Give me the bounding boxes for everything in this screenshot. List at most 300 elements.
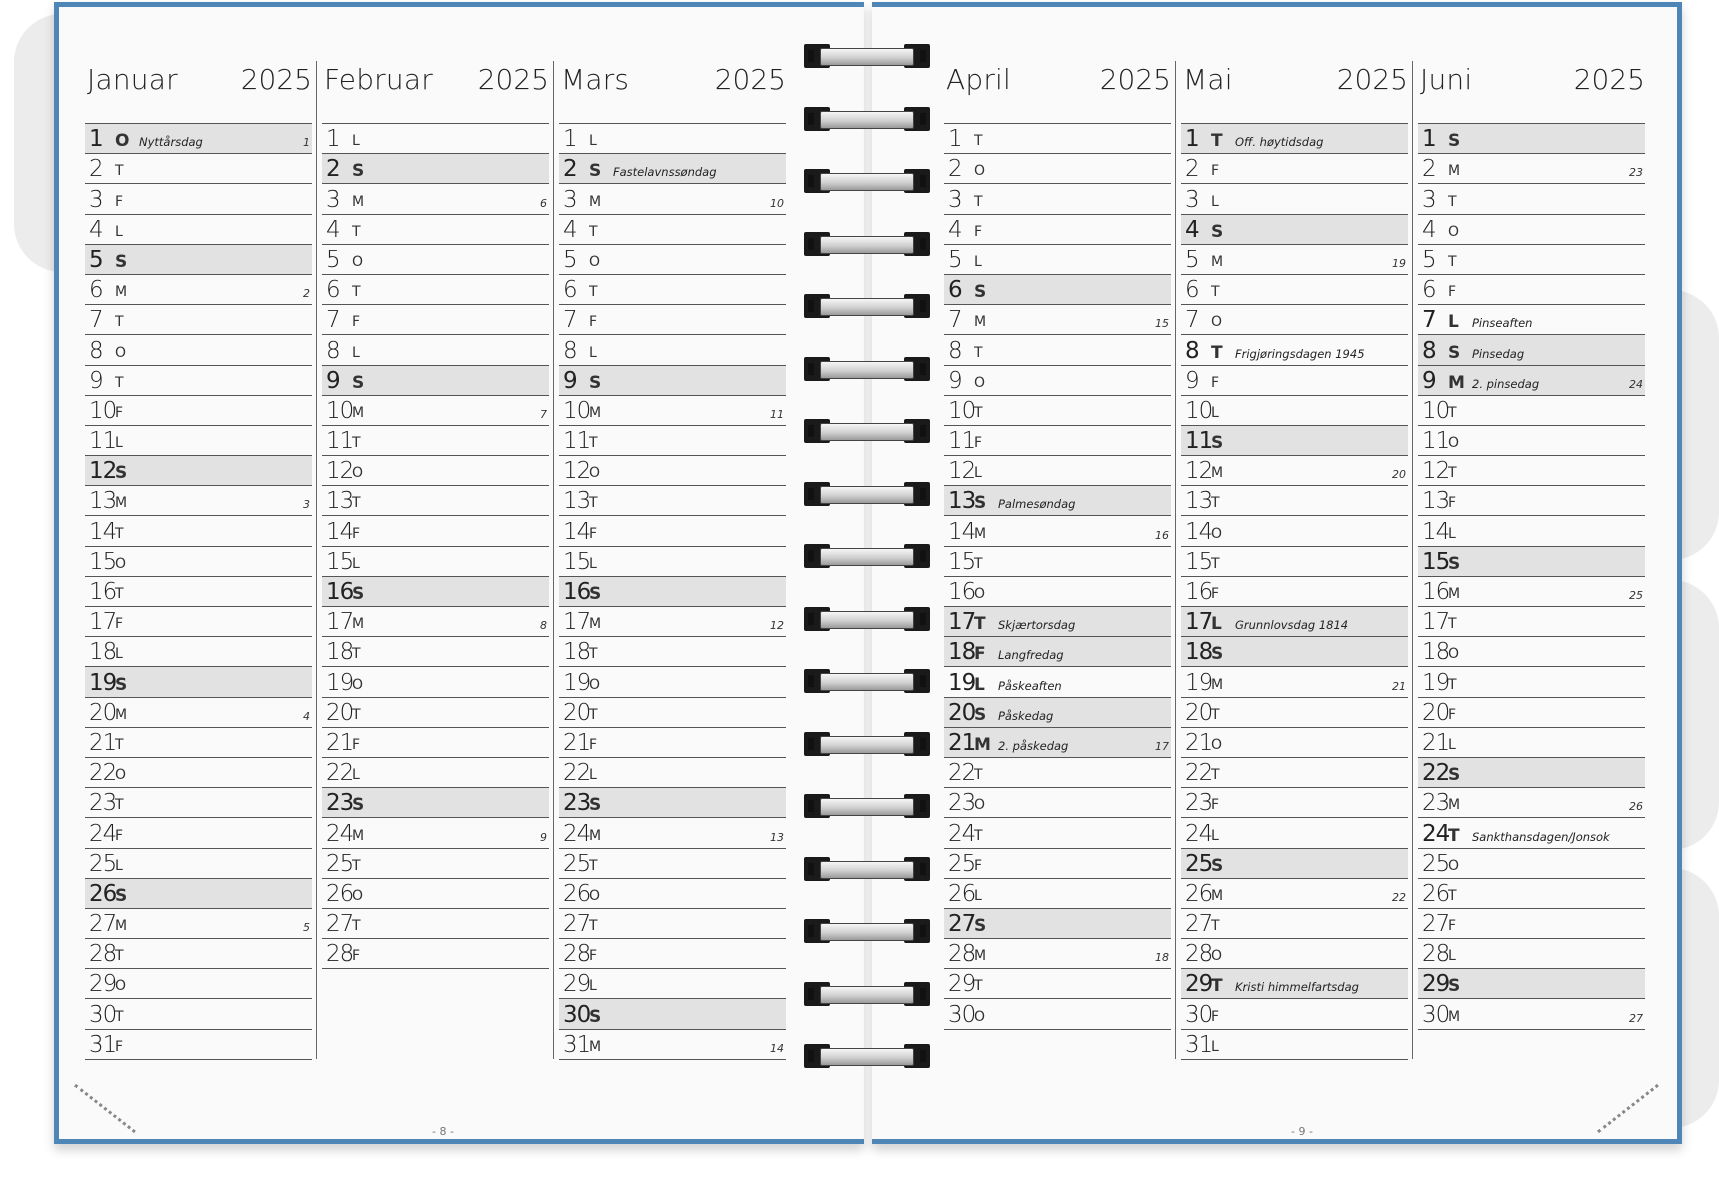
day-row[interactable] [944,909,1171,939]
day-row[interactable] [1418,486,1645,516]
day-row[interactable] [1181,366,1408,396]
day-row[interactable] [85,879,312,909]
day-row[interactable] [1181,426,1408,456]
weekday-letter: O [589,465,601,482]
day-row[interactable] [1418,547,1645,577]
day-row[interactable] [559,637,786,667]
corner-stitch-left [74,1084,136,1133]
day-number: 8 [89,337,103,364]
day-row[interactable] [1418,305,1645,335]
holiday-label: Påskeaften [998,678,1062,693]
weekday-letter: L [352,133,360,150]
weekday-letter: L [1211,827,1219,844]
column-divider [1175,61,1176,1059]
day-row[interactable] [1418,245,1645,275]
day-row[interactable] [1418,788,1645,818]
day-row[interactable] [85,486,312,516]
weekday-letter: M [974,948,987,965]
day-number: 30 [1422,1001,1450,1028]
day-row[interactable] [944,215,1171,245]
weekday-letter: F [1448,495,1457,512]
day-number: 1 [948,126,962,153]
day-number: 7 [563,307,577,334]
day-row[interactable] [559,275,786,305]
day-row[interactable] [1418,335,1645,365]
weekday-letter: S [115,674,128,695]
day-row[interactable] [559,698,786,728]
day-number: 19 [1185,669,1213,696]
day-number: 23 [1185,790,1213,817]
day-row[interactable] [1181,124,1408,154]
day-row[interactable] [1181,547,1408,577]
day-row[interactable] [85,818,312,848]
day-row[interactable] [322,335,549,365]
day-row[interactable] [559,849,786,879]
month-column-april [944,61,1171,1030]
day-row[interactable] [1418,516,1645,546]
day-row[interactable] [559,818,786,848]
day-row[interactable] [322,607,549,637]
binding-ring [804,605,930,633]
day-row[interactable] [85,335,312,365]
day-row[interactable] [1418,667,1645,697]
day-row[interactable] [944,637,1171,667]
day-row[interactable] [322,124,549,154]
weekday-letter: M [352,404,365,421]
weekday-letter: T [1448,253,1457,270]
day-number: 12 [1422,458,1450,485]
day-row[interactable] [1181,607,1408,637]
weekday-letter: T [1211,555,1220,572]
day-row[interactable] [1418,879,1645,909]
day-row[interactable] [85,396,312,426]
day-row[interactable] [944,547,1171,577]
week-number: 13 [770,830,784,844]
weekday-letter: L [589,133,597,150]
day-row[interactable] [85,758,312,788]
day-row[interactable] [1418,215,1645,245]
day-row[interactable] [944,184,1171,214]
day-row[interactable] [944,999,1171,1029]
day-number: 10 [1422,397,1450,424]
day-row[interactable] [85,154,312,184]
day-row[interactable] [1418,939,1645,969]
day-row[interactable] [322,698,549,728]
week-number: 9 [540,830,547,844]
holiday-label: Kristi himmelfartsdag [1235,980,1359,995]
day-row[interactable] [322,245,549,275]
weekday-letter: O [352,253,364,270]
day-row[interactable] [322,788,549,818]
day-row[interactable] [944,728,1171,758]
day-number: 29 [1185,971,1213,998]
day-row[interactable] [559,245,786,275]
day-row[interactable] [559,215,786,245]
day-row[interactable] [944,305,1171,335]
day-row[interactable] [85,275,312,305]
day-row[interactable] [559,335,786,365]
day-number: 6 [326,277,340,304]
day-row[interactable] [85,245,312,275]
day-number: 25 [1422,850,1450,877]
day-row[interactable] [1181,879,1408,909]
day-row[interactable] [944,969,1171,999]
day-row[interactable] [85,305,312,335]
day-number: 19 [326,669,354,696]
day-row[interactable] [1418,366,1645,396]
day-row[interactable] [559,486,786,516]
day-row[interactable] [1181,728,1408,758]
day-number: 13 [563,488,591,515]
day-row[interactable] [85,426,312,456]
day-row[interactable] [944,577,1171,607]
day-number: 18 [1185,639,1213,666]
day-row[interactable] [559,999,786,1029]
day-row[interactable] [1181,335,1408,365]
day-number: 1 [1422,126,1436,153]
weekday-letter: L [974,465,982,482]
day-number: 25 [89,850,117,877]
day-row[interactable] [1418,456,1645,486]
day-row[interactable] [85,698,312,728]
day-row[interactable] [85,939,312,969]
day-row[interactable] [85,788,312,818]
weekday-letter: F [352,314,361,331]
day-row[interactable] [559,366,786,396]
week-number: 11 [770,407,784,421]
day-row[interactable] [1181,758,1408,788]
weekday-letter: F [974,857,983,874]
day-number: 8 [1422,337,1436,364]
day-row[interactable] [85,215,312,245]
day-row[interactable] [85,667,312,697]
day-row[interactable] [559,426,786,456]
day-number: 5 [1422,246,1436,273]
day-row[interactable] [85,909,312,939]
day-row[interactable] [944,426,1171,456]
week-number: 25 [1629,589,1643,602]
day-row[interactable] [1181,577,1408,607]
day-number: 30 [1185,1001,1213,1028]
day-row[interactable] [559,1030,786,1060]
day-number: 14 [1422,518,1450,545]
day-number: 14 [948,518,976,545]
weekday-letter: F [589,314,598,331]
day-row[interactable] [1418,607,1645,637]
day-row[interactable] [944,818,1171,848]
weekday-letter: F [1211,1008,1220,1025]
day-number: 14 [563,518,591,545]
day-row[interactable] [1418,637,1645,667]
day-row[interactable] [559,516,786,546]
day-row[interactable] [559,728,786,758]
day-number: 11 [1185,428,1213,455]
day-row[interactable] [85,577,312,607]
day-row[interactable] [85,124,312,154]
day-number: 1 [89,126,103,153]
day-row[interactable] [322,456,549,486]
day-row[interactable] [1181,486,1408,516]
day-row[interactable] [1418,728,1645,758]
day-row[interactable] [1181,818,1408,848]
day-number: 13 [1422,488,1450,515]
day-number: 26 [1422,880,1450,907]
day-number: 18 [1422,639,1450,666]
weekday-letter: O [589,676,601,693]
weekday-letter: S [1211,855,1224,876]
weekday-letter: L [1211,193,1219,210]
day-row[interactable] [1181,909,1408,939]
day-row[interactable] [322,909,549,939]
day-row[interactable] [322,939,549,969]
day-row[interactable] [1418,426,1645,456]
weekday-letter: F [115,404,124,421]
day-row[interactable] [1418,969,1645,999]
weekday-letter: M [974,734,991,755]
day-row[interactable] [322,426,549,456]
day-row[interactable] [944,879,1171,909]
day-row[interactable] [1181,184,1408,214]
weekday-letter: F [974,644,986,665]
day-row[interactable] [944,758,1171,788]
day-row[interactable] [1181,396,1408,426]
day-number: 26 [1185,880,1213,907]
day-row[interactable] [1418,698,1645,728]
day-row[interactable] [1181,456,1408,486]
day-row[interactable] [1418,124,1645,154]
month-name: April [946,63,1011,96]
day-row[interactable] [1181,849,1408,879]
day-row[interactable] [322,818,549,848]
weekday-letter: F [974,223,983,240]
day-row[interactable] [322,577,549,607]
day-row[interactable] [85,607,312,637]
day-row[interactable] [322,637,549,667]
day-row[interactable] [322,305,549,335]
weekday-letter: T [115,797,124,814]
weekday-letter: T [1211,495,1220,512]
day-row[interactable] [944,939,1171,969]
day-number: 3 [326,186,340,213]
day-row[interactable] [85,728,312,758]
day-row[interactable] [1181,698,1408,728]
day-row[interactable] [1181,999,1408,1029]
day-row[interactable] [85,456,312,486]
day-row[interactable] [559,607,786,637]
day-row[interactable] [1418,818,1645,848]
day-row[interactable] [1181,245,1408,275]
day-row[interactable] [1181,969,1408,999]
weekday-letter: F [974,435,983,452]
weekday-letter: T [115,736,124,753]
day-row[interactable] [322,184,549,214]
day-row[interactable] [1181,516,1408,546]
weekday-letter: L [352,344,360,361]
day-number: 22 [89,760,117,787]
day-number: 18 [948,639,976,666]
weekday-letter: T [352,223,361,240]
day-row[interactable] [1418,758,1645,788]
weekday-letter: O [352,887,364,904]
day-row[interactable] [559,909,786,939]
day-number: 11 [89,428,117,455]
day-number: 16 [326,579,354,605]
weekday-letter: T [352,857,361,874]
weekday-letter: F [115,1038,124,1055]
day-row[interactable] [85,969,312,999]
day-row[interactable] [1181,788,1408,818]
week-number: 21 [1392,679,1406,693]
day-row[interactable] [944,698,1171,728]
day-row[interactable] [1181,215,1408,245]
day-row[interactable] [559,305,786,335]
day-number: 24 [1422,820,1450,847]
day-row[interactable] [944,456,1171,486]
day-row[interactable] [559,396,786,426]
weekday-letter: L [589,555,597,572]
day-number: 27 [1185,911,1213,938]
day-number: 31 [563,1031,591,1058]
day-row[interactable] [85,1030,312,1060]
holiday-label: Sankthansdagen/Jonsok [1472,829,1610,844]
day-row[interactable] [944,335,1171,365]
day-number: 20 [1185,699,1213,726]
weekday-letter: T [1448,825,1460,846]
day-row[interactable] [1418,909,1645,939]
month-name: Mai [1183,63,1233,96]
day-row[interactable] [85,849,312,879]
day-number: 16 [1185,579,1213,605]
holiday-label: Pinseaften [1472,316,1533,331]
day-row[interactable] [944,396,1171,426]
day-row[interactable] [85,366,312,396]
binding-ring [804,42,930,70]
day-row[interactable] [1181,154,1408,184]
weekday-letter: T [1448,616,1457,633]
day-row[interactable] [85,184,312,214]
binding-ring [804,542,930,570]
day-row[interactable] [1418,154,1645,184]
weekday-letter: M [589,827,602,844]
day-row[interactable] [559,788,786,818]
day-row[interactable] [1181,939,1408,969]
holiday-label: Nyttårsdag [139,135,203,150]
day-row[interactable] [559,667,786,697]
day-row[interactable] [322,215,549,245]
weekday-letter: O [1448,435,1460,452]
day-row[interactable] [322,667,549,697]
day-row[interactable] [85,999,312,1029]
day-row[interactable] [1418,396,1645,426]
day-number: 3 [1185,186,1199,213]
day-row[interactable] [944,849,1171,879]
weekday-letter: T [589,857,598,874]
weekday-letter: T [1211,767,1220,784]
day-number: 28 [948,941,976,968]
day-number: 22 [1422,760,1450,787]
day-row[interactable] [559,154,786,184]
day-row[interactable] [1418,184,1645,214]
day-row[interactable] [944,154,1171,184]
day-row[interactable] [322,366,549,396]
week-number: 10 [770,196,784,210]
day-row[interactable] [559,577,786,607]
day-row[interactable] [322,879,549,909]
day-row[interactable] [1181,275,1408,305]
day-row[interactable] [944,124,1171,154]
weekday-letter: M [589,616,602,633]
day-row[interactable] [944,486,1171,516]
day-row[interactable] [944,275,1171,305]
day-row[interactable] [1181,667,1408,697]
day-row[interactable] [322,547,549,577]
day-number: 30 [563,1001,591,1028]
day-row[interactable] [1181,305,1408,335]
day-row[interactable] [322,728,549,758]
day-row[interactable] [944,366,1171,396]
day-row[interactable] [322,275,549,305]
day-row[interactable] [944,516,1171,546]
day-number: 11 [1422,428,1450,455]
day-row[interactable] [559,456,786,486]
weekday-letter: F [1448,918,1457,935]
weekday-letter: T [589,284,598,301]
day-row[interactable] [1418,849,1645,879]
weekday-letter: T [974,555,983,572]
weekday-letter: S [115,885,128,906]
day-row[interactable] [322,154,549,184]
weekday-letter: M [1211,465,1224,482]
weekday-letter: M [1448,586,1461,602]
day-row[interactable] [322,486,549,516]
day-row[interactable] [559,184,786,214]
day-row[interactable] [559,939,786,969]
day-row[interactable] [1418,999,1645,1029]
day-row[interactable] [322,849,549,879]
day-row[interactable] [322,516,549,546]
day-row[interactable] [1418,577,1645,607]
day-number: 8 [948,337,962,364]
day-number: 17 [948,609,976,636]
weekday-letter: T [352,284,361,301]
day-row[interactable] [944,667,1171,697]
day-row[interactable] [1181,637,1408,667]
day-row[interactable] [322,758,549,788]
day-row[interactable] [1418,275,1645,305]
weekday-letter: S [1448,976,1461,997]
weekday-letter: F [1448,706,1457,723]
day-row[interactable] [322,396,549,426]
day-row[interactable] [944,245,1171,275]
day-row[interactable] [559,547,786,577]
day-number: 21 [89,729,117,756]
day-row[interactable] [85,637,312,667]
day-row[interactable] [944,788,1171,818]
day-row[interactable] [85,516,312,546]
weekday-letter: S [115,463,128,484]
day-row[interactable] [1181,1030,1408,1060]
binding-ring [804,792,930,820]
day-number: 23 [948,790,976,817]
day-number: 31 [89,1031,117,1058]
day-row[interactable] [559,124,786,154]
day-row[interactable] [85,547,312,577]
day-row[interactable] [559,879,786,909]
day-row[interactable] [559,969,786,999]
day-row[interactable] [559,758,786,788]
day-row[interactable] [944,607,1171,637]
weekday-letter: O [115,767,127,784]
